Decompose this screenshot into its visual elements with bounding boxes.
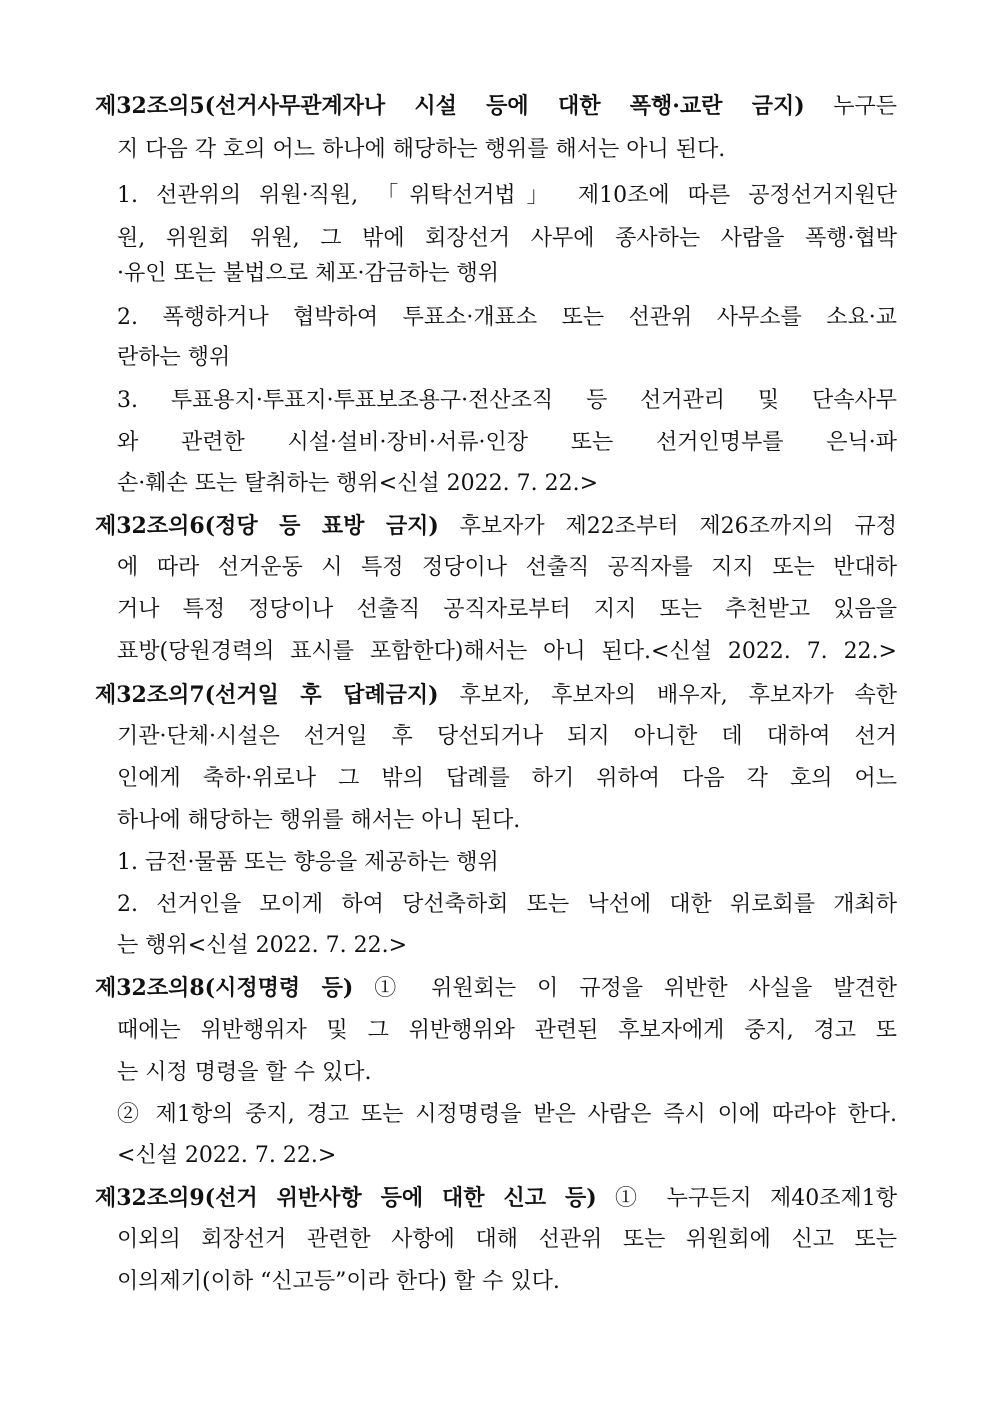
article-32-5-item-1-line-1: 1. 선관위의 위원·직원, 「위탁선거법」 제10조에 따른 공정선거지원단 xyxy=(117,183,897,208)
article-32-9-line-3: 이의제기(이하 “신고등”이라 한다) 할 수 있다. xyxy=(117,1269,560,1294)
article-32-5-item-2-line-1: 2. 폭행하거나 협박하여 투표소·개표소 또는 선관위 사무소를 소요·교 xyxy=(117,305,897,330)
article-32-8-line-3: 는 시정 명령을 할 수 있다. xyxy=(117,1060,372,1085)
article-32-5-heading: 제32조의5(선거사무관계자나 시설 등에 대한 폭행·교란 금지) xyxy=(95,93,805,119)
article-32-6-heading: 제32조의6(정당 등 표방 금지) xyxy=(95,513,439,539)
article-32-7-line-4: 하나에 해당하는 행위를 해서는 아니 된다. xyxy=(117,808,521,833)
article-32-6-line-3: 거나 특정 정당이나 선출직 공직자로부터 지지 또는 추천받고 있음을 xyxy=(117,597,897,622)
article-32-5-item-3-line-2: 와 관련한 시설·설비·장비·서류·인장 또는 선거인명부를 은닉·파 xyxy=(117,430,897,455)
article-32-8-line-1: 제32조의8(시정명령 등) ① 위원회는 이 규정을 위반한 사실을 발견한 xyxy=(95,975,897,1001)
article-32-9-heading: 제32조의9(선거 위반사항 등에 대한 신고 등) xyxy=(95,1185,597,1211)
article-32-7-item-1: 1. 금전·물품 또는 향응을 제공하는 행위 xyxy=(117,850,499,875)
article-32-7-heading: 제32조의7(선거일 후 답례금지) xyxy=(95,682,439,708)
article-32-8-paragraph-2-line-2: <신설 2022. 7. 22.> xyxy=(117,1143,337,1168)
article-32-8-heading: 제32조의8(시정명령 등) xyxy=(95,975,354,1001)
article-32-6-line-2: 에 따라 선거운동 시 특정 정당이나 선출직 공직자를 지지 또는 반대하 xyxy=(117,555,897,580)
article-32-5-item-3-line-1: 3. 투표용지·투표지·투표보조용구·전산조직 등 선거관리 및 단속사무 xyxy=(117,388,897,413)
article-32-7-line-1: 제32조의7(선거일 후 답례금지) 후보자, 후보자의 배우자, 후보자가 속한 xyxy=(95,682,897,708)
article-32-7-line-3: 인에게 축하·위로나 그 밖의 답례를 하기 위하여 다음 각 호의 어느 xyxy=(117,766,897,791)
article-32-5-line-1: 제32조의5(선거사무관계자나 시설 등에 대한 폭행·교란 금지) 누구든 xyxy=(95,93,897,119)
article-32-8-line-2: 때에는 위반행위자 및 그 위반행위와 관련된 후보자에게 중지, 경고 또 xyxy=(117,1018,897,1043)
article-32-6-line-4: 표방(당원경력의 표시를 포함한다)해서는 아니 된다.<신설 2022. 7. 22.> xyxy=(117,639,897,664)
article-32-5-item-1-line-2: 원, 위원회 위원, 그 밖에 회장선거 사무에 종사하는 사람을 폭행·협박 xyxy=(117,226,897,251)
article-32-8-paragraph-2-line-1: ② 제1항의 중지, 경고 또는 시정명령을 받은 사람은 즉시 이에 따라야 한다. xyxy=(117,1102,897,1127)
article-32-7-item-2-line-1: 2. 선거인을 모이게 하여 당선축하회 또는 낙선에 대한 위로회를 개최하 xyxy=(117,892,897,917)
article-32-9-line-1: 제32조의9(선거 위반사항 등에 대한 신고 등) ① 누구든지 제40조제1항 xyxy=(95,1185,897,1211)
article-32-5-item-1-line-3: ·유인 또는 불법으로 체포·감금하는 행위 xyxy=(117,261,499,286)
article-32-6-line-1: 제32조의6(정당 등 표방 금지) 후보자가 제22조부터 제26조까지의 규정 xyxy=(95,513,897,539)
article-32-9-line-2: 이외의 회장선거 관련한 사항에 대해 선관위 또는 위원회에 신고 또는 xyxy=(117,1227,897,1252)
article-32-5-item-3-line-3: 손·훼손 또는 탈취하는 행위<신설 2022. 7. 22.> xyxy=(117,471,599,496)
article-32-5-item-2-line-2: 란하는 행위 xyxy=(117,345,231,370)
article-32-5-intro: 지 다음 각 호의 어느 하나에 해당하는 행위를 해서는 아니 된다. xyxy=(117,137,726,162)
article-32-7-line-2: 기관·단체·시설은 선거일 후 당선되거나 되지 아니한 데 대하여 선거 xyxy=(117,724,897,749)
article-32-7-item-2-line-2: 는 행위<신설 2022. 7. 22.> xyxy=(117,933,408,958)
